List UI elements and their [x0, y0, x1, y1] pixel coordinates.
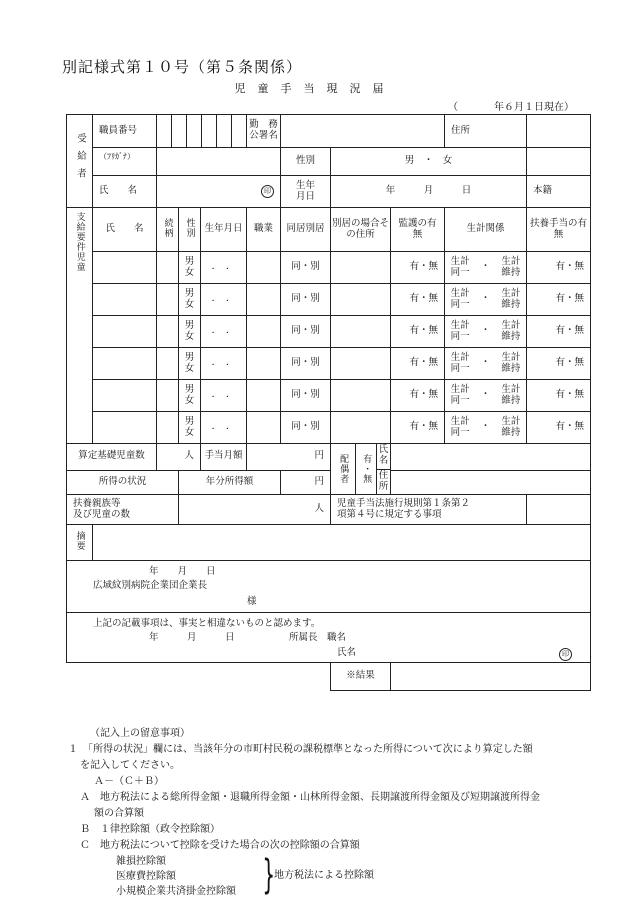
child-name-cell[interactable]	[93, 412, 157, 444]
separate-address-cell[interactable]	[331, 316, 391, 348]
occupation-cell[interactable]	[247, 284, 281, 316]
seal-icon: 印	[559, 648, 572, 661]
support-cell[interactable]: 有・無	[527, 316, 591, 348]
livelihood-cell[interactable]: 生計 同一 ・ 生計 維持	[445, 380, 527, 412]
notes-a-line1: Ａ 地方税法による総所得金額・退職所得金額・山林所得金額、長期譲渡所得金額及び短期譲渡所得金	[80, 792, 540, 803]
staff-number-boxes[interactable]	[157, 115, 247, 148]
relation-cell[interactable]	[157, 348, 179, 380]
table-row	[67, 316, 591, 348]
relation-cell[interactable]	[157, 380, 179, 412]
cohab-cell[interactable]: 同・別	[281, 284, 331, 316]
seal-icon: 印	[261, 185, 274, 198]
staff-number-label: 職員番号	[93, 115, 157, 148]
child-name-cell[interactable]	[93, 316, 157, 348]
dob-cell[interactable]: ． ．	[201, 316, 247, 348]
document-title: 児童手当現況届	[234, 82, 396, 95]
certification-block-1	[67, 561, 591, 613]
support-cell[interactable]: 有・無	[527, 252, 591, 284]
brace-label: 地方税法による控除額	[274, 870, 374, 881]
separate-address-cell[interactable]	[331, 380, 391, 412]
occupation-cell[interactable]	[247, 412, 281, 444]
notes-b-line: Ｂ １律控除額（政令控除額）	[80, 824, 220, 835]
notes-a-line2: 額の合算額	[94, 808, 144, 819]
custody-header: 監護の有 無	[391, 208, 445, 252]
cert1-date: 年 月 日	[149, 566, 216, 577]
custody-cell[interactable]: 有・無	[391, 380, 445, 412]
address-field-2[interactable]	[527, 148, 591, 176]
spouse-has[interactable]: 有・無	[361, 454, 372, 484]
sex-header: 性別	[179, 208, 201, 252]
custody-cell[interactable]: 有・無	[391, 316, 445, 348]
date-paren: （	[448, 102, 458, 113]
spouse-address-label: 住所	[378, 469, 389, 492]
form-number: 別記様式第１０号（第５条関係）	[62, 58, 303, 76]
brace-icon: }	[262, 852, 276, 898]
sex-cell[interactable]: 男 女	[179, 412, 201, 444]
relation-cell[interactable]	[157, 412, 179, 444]
notes-item1-line2: を記入してください。	[80, 760, 180, 771]
separate-address-cell[interactable]	[331, 348, 391, 380]
furigana-label: （ﾌﾘｶﾞﾅ）	[93, 148, 157, 176]
dob-cell[interactable]: ． ．	[201, 252, 247, 284]
occupation-cell[interactable]	[247, 348, 281, 380]
cert1-org: 広域紋別病院企業団企業長	[93, 580, 208, 591]
dob-cell[interactable]: ． ．	[201, 412, 247, 444]
support-cell[interactable]: 有・無	[527, 284, 591, 316]
occupation-header: 職業	[247, 208, 281, 252]
sex-cell[interactable]: 男 女	[179, 348, 201, 380]
allowance-month-field[interactable]: 円	[247, 444, 331, 471]
table-row	[67, 412, 591, 444]
list-item: 医療費控除額	[116, 871, 176, 882]
dob-cell[interactable]: ． ．	[201, 380, 247, 412]
child-name-cell[interactable]	[93, 252, 157, 284]
notes-heading: （記入上の留意事項）	[90, 728, 190, 739]
table-row	[67, 284, 591, 316]
spouse-name-label: 氏名	[377, 444, 390, 470]
cohab-cell[interactable]: 同・別	[281, 412, 331, 444]
child-name-cell[interactable]	[93, 380, 157, 412]
rule-text: 児童手当法施行規則第１条第２ 項第４号に規定する事項	[331, 495, 527, 525]
custody-cell[interactable]: 有・無	[391, 252, 445, 284]
child-name-header: 氏 名	[93, 208, 157, 252]
gender-value[interactable]: 男 ・ 女	[331, 148, 527, 176]
date-text: 年６月１日現在）	[494, 102, 574, 113]
spouse-block	[331, 444, 391, 495]
cert2-name: 氏名	[337, 647, 357, 658]
occupation-cell[interactable]	[247, 380, 281, 412]
list-item: 雑損控除額	[116, 856, 166, 867]
name-field[interactable]	[157, 176, 281, 208]
dob-cell[interactable]: ． ．	[201, 284, 247, 316]
child-name-cell[interactable]	[93, 284, 157, 316]
dob-header: 生年月日	[201, 208, 247, 252]
dependents-field[interactable]: 人	[179, 495, 331, 525]
custody-cell[interactable]: 有・無	[391, 284, 445, 316]
support-header: 扶養手当の有無	[527, 208, 591, 252]
spouse-label: 配偶者	[338, 454, 349, 484]
office-field[interactable]	[281, 115, 445, 148]
cohab-cell[interactable]: 同・別	[281, 252, 331, 284]
cert2-statement: 上記の記載事項は、事実と相違ないものと認めます。	[93, 618, 321, 629]
table-row	[67, 252, 591, 284]
honseki-label: 本籍	[527, 176, 591, 208]
result-field[interactable]	[391, 663, 591, 691]
office-label: 勤 務 公署名	[247, 115, 281, 148]
rule-field[interactable]	[527, 495, 591, 525]
annual-income-label: 年分所得額	[179, 470, 281, 494]
address-field[interactable]	[527, 115, 591, 148]
cert2-chief: 所属長 職名	[289, 632, 347, 643]
separate-address-cell[interactable]	[331, 252, 391, 284]
name-label: 氏 名	[93, 176, 157, 208]
relation-cell[interactable]	[157, 284, 179, 316]
deduction-list	[116, 854, 600, 902]
notes-item1-line1: １ 「所得の状況」欄には、当該年分の市町村民税の課税標準となった所得について次により算定した額	[68, 744, 533, 755]
remarks-label: 摘要	[67, 525, 93, 561]
list-item: 小規模企業共済掛金控除額	[116, 886, 236, 897]
children-section-label: 支給要件児童	[67, 208, 93, 444]
sex-cell[interactable]: 男 女	[179, 252, 201, 284]
dob-cell[interactable]: ． ．	[201, 348, 247, 380]
occupation-cell[interactable]	[247, 252, 281, 284]
separate-address-cell[interactable]	[331, 412, 391, 444]
address-label: 住所	[445, 115, 527, 148]
support-cell[interactable]: 有・無	[527, 348, 591, 380]
annual-income-field[interactable]: 円	[281, 470, 331, 494]
sex-cell[interactable]: 男 女	[179, 316, 201, 348]
occupation-cell[interactable]	[247, 316, 281, 348]
spouse-name-field[interactable]	[391, 444, 591, 471]
support-cell[interactable]: 有・無	[527, 412, 591, 444]
cohab-cell[interactable]: 同・別	[281, 316, 331, 348]
relation-cell[interactable]	[157, 252, 179, 284]
cert1-sama: 様	[247, 596, 257, 607]
cert2-date: 年 月 日	[149, 632, 235, 643]
livelihood-cell[interactable]: 生計 同一 ・ 生計 維持	[445, 348, 527, 380]
sex-cell[interactable]: 男 女	[179, 380, 201, 412]
notes-c-line: Ｃ 地方税法について控除を受けた場合の次の控除額の合算額	[80, 840, 360, 851]
child-name-cell[interactable]	[93, 348, 157, 380]
furigana-field[interactable]	[157, 148, 281, 176]
base-children-label: 算定基礎児童数	[67, 444, 157, 471]
spouse-address-field[interactable]	[391, 470, 591, 494]
custody-cell[interactable]: 有・無	[391, 412, 445, 444]
base-children-field[interactable]: 人	[157, 444, 201, 471]
custody-cell[interactable]: 有・無	[391, 348, 445, 380]
livelihood-cell[interactable]: 生計 同一 ・ 生計 維持	[445, 316, 527, 348]
allowance-month-label: 手当月額	[201, 444, 247, 471]
remarks-field[interactable]	[93, 525, 591, 561]
result-spacer	[67, 663, 331, 691]
table-row	[67, 348, 591, 380]
cohab-header: 同居別居	[281, 208, 331, 252]
sex-cell[interactable]: 男 女	[179, 284, 201, 316]
relation-cell[interactable]	[157, 316, 179, 348]
livelihood-header: 生計関係	[445, 208, 527, 252]
livelihood-cell[interactable]: 生計 同一 ・ 生計 維持	[445, 252, 527, 284]
livelihood-cell[interactable]: 生計 同一 ・ 生計 維持	[445, 284, 527, 316]
cohab-cell[interactable]: 同・別	[281, 348, 331, 380]
table-row	[67, 380, 591, 412]
income-status-label: 所得の状況	[67, 470, 179, 494]
dob-label: 生年 月日	[281, 176, 331, 208]
separate-address-cell[interactable]	[331, 284, 391, 316]
main-form-table	[66, 114, 591, 691]
separate-address-header: 別居の場合その住所	[331, 208, 391, 252]
support-cell[interactable]: 有・無	[527, 380, 591, 412]
dependents-label: 扶養親族等 及び児童の数	[67, 495, 179, 525]
certification-block-2	[67, 613, 591, 663]
gender-label: 性別	[281, 148, 331, 176]
notes-formula: Ａ－（Ｃ＋Ｂ）	[94, 776, 164, 787]
notes-section	[68, 726, 600, 902]
relation-header: 続柄	[157, 208, 179, 252]
result-label: ※結果	[331, 663, 391, 691]
recipient-section-label: 受給者	[67, 115, 93, 208]
dob-value[interactable]: 年 月 日	[331, 176, 527, 208]
cohab-cell[interactable]: 同・別	[281, 380, 331, 412]
livelihood-cell[interactable]: 生計 同一 ・ 生計 維持	[445, 412, 527, 444]
